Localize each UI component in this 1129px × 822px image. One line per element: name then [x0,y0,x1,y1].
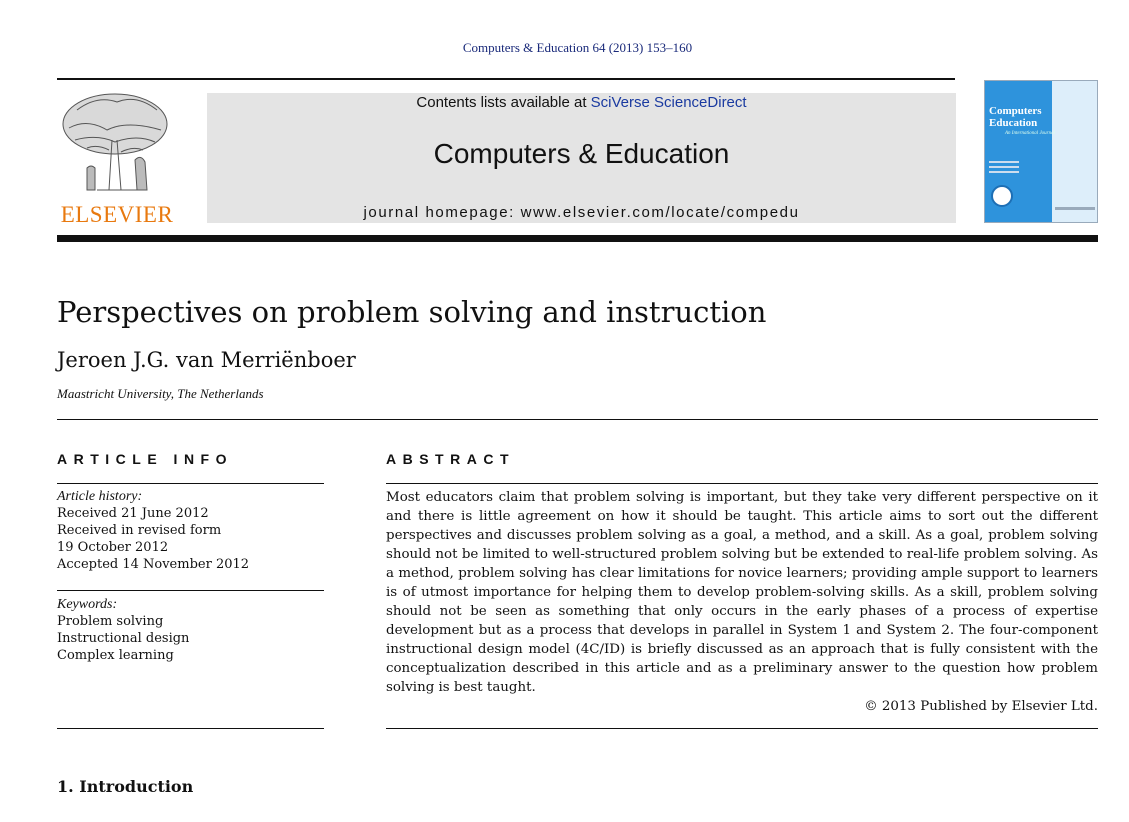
sciencedirect-link[interactable]: SciVerse ScienceDirect [590,94,747,111]
journal-citation[interactable] [0,40,1129,56]
contents-line [207,94,956,111]
elsevier-wordmark: ELSEVIER [60,202,174,227]
journal-homepage-link[interactable]: journal homepage: www.elsevier.com/locate/compedu [363,204,800,221]
history-item: Received 21 June 2012 [57,506,209,521]
journal-banner [207,93,956,223]
article-history-label: Article history: [57,489,143,504]
article-info-heading: ARTICLE INFO [57,451,233,467]
history-item: Received in revised form [57,523,222,538]
history-item: Accepted 14 November 2012 [57,557,250,572]
abstract-heading: ABSTRACT [386,451,515,467]
keywords-label: Keywords: [57,597,118,612]
keywords-block [57,596,324,664]
journal-citation-link[interactable]: Computers & Education 64 (2013) 153–160 [462,40,693,55]
article-author[interactable]: Jeroen J.G. van Merriënboer [57,348,356,372]
article-info-rule-mid [57,590,324,591]
article-info-rule-bottom [57,728,324,729]
cover-title [989,105,1042,129]
cover-badge-icon [991,185,1013,207]
header-top-rule [57,78,955,80]
title-divider [57,419,1098,420]
contents-prefix: Contents lists available at [416,94,591,111]
abstract-rule-top [386,483,1098,484]
history-item: 19 October 2012 [57,540,169,555]
cover-subtitle: An International Journal [1005,131,1055,136]
abstract-text: Most educators claim that problem solving is important, but they take very different perspective on it and there is little agreement on how it should be taught. This article aims to sort out the different perspectives and discusses problem solving as a goal, a method, and a skill. As a goal, problem solving should not be limited to well-structured problem solving but be extended to real-life problem solving. As a method, problem solving has clear limitations for novice learners; providing ample support to learners is of utmost importance for helping them to develop problem-solving skills. As a skill, problem solving should not be seen as something that only occurs in the early phases of a process of expertise development but as a process that develops in parallel in System 1 and System 2. The four-component instructional design model (4C/ID) is briefly discussed as an approach that is fully consistent with the conceptualization described in this article and as a preliminary answer to the question how problem solving is best taught. [386,490,1098,695]
author-affiliation: Maastricht University, The Netherlands [57,386,264,401]
journal-name: Computers & Education [433,138,730,169]
article-history [57,488,324,573]
copyright-notice: © 2013 Published by Elsevier Ltd. [864,699,1098,714]
article-title: Perspectives on problem solving and instruction [57,295,767,329]
cover-publisher-mark [1055,207,1095,210]
article-info-rule-top [57,483,324,484]
keyword-item: Instructional design [57,631,190,646]
elsevier-logo[interactable] [57,90,177,225]
keyword-item: Complex learning [57,648,174,663]
keyword-item: Problem solving [57,614,164,629]
journal-cover-thumbnail[interactable] [984,80,1098,223]
header-thick-rule [57,235,1098,242]
cover-title-line2: Education [989,117,1038,129]
cover-editor-lines [989,161,1019,176]
abstract-rule-bottom [386,728,1098,729]
elsevier-tree-icon [57,90,177,198]
introduction-heading: 1. Introduction [57,777,194,796]
cover-title-line1: Computers [989,105,1042,117]
